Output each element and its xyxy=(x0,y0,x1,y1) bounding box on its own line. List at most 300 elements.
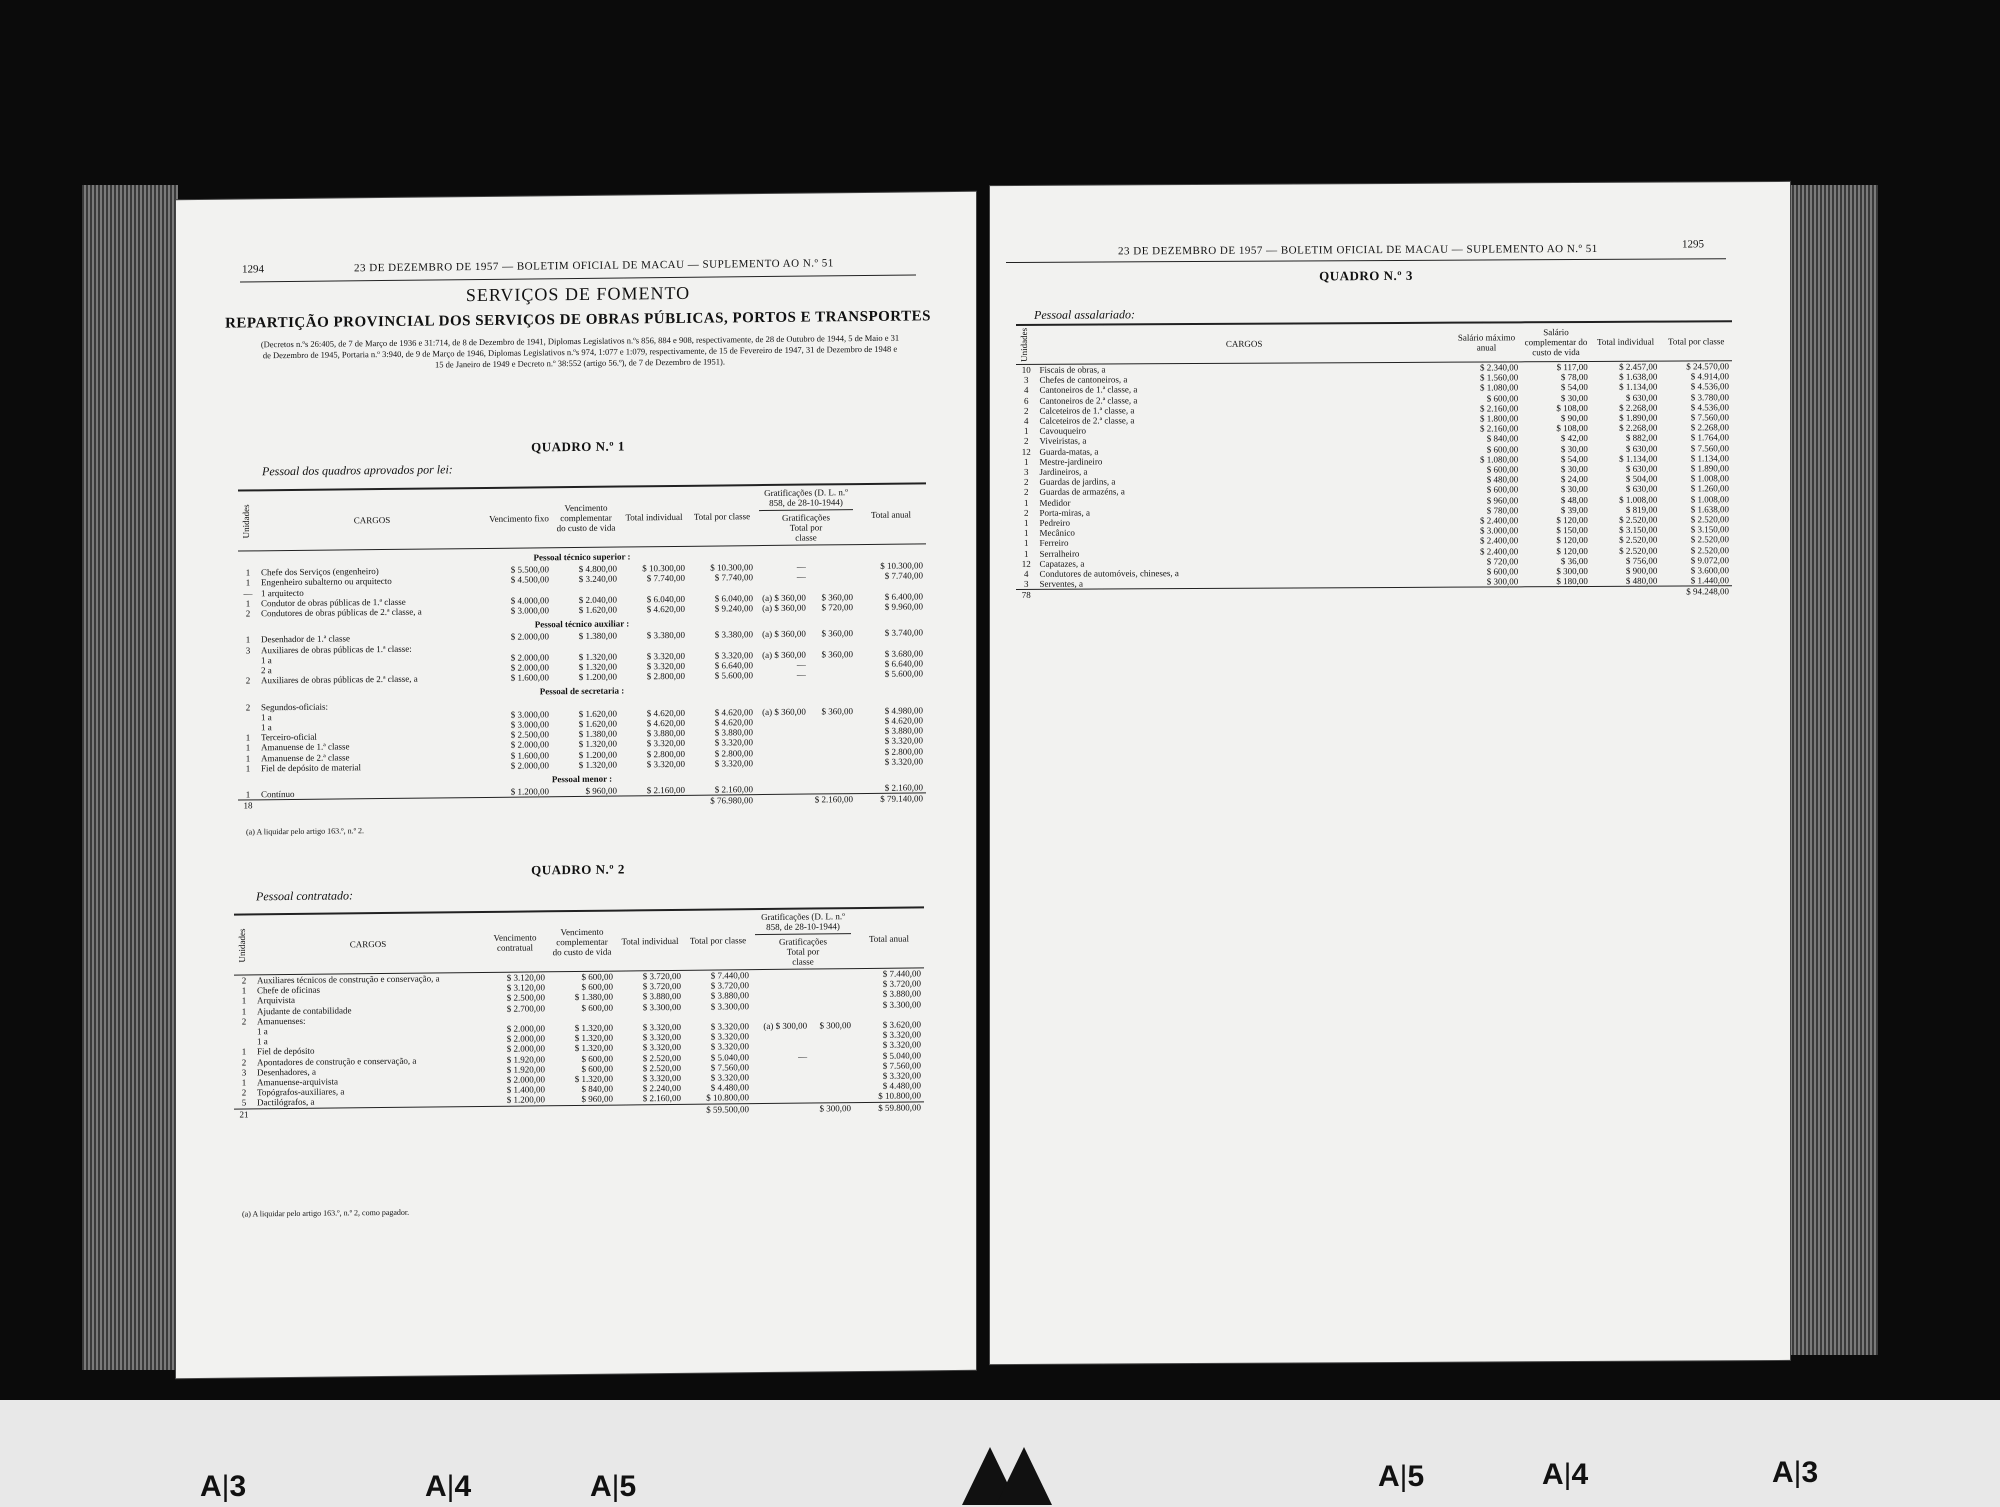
total-cell: $ 76.980,00 xyxy=(688,795,756,806)
grat-label: Gratificações xyxy=(782,512,830,523)
value-cell: $ 2.500,00 xyxy=(506,992,545,1004)
value-cell: $ 3.880,00 xyxy=(642,991,681,1002)
value-cell: $ 2.700,00 xyxy=(506,1002,545,1014)
value-cell: $ 2.000,00 xyxy=(510,662,549,673)
value-cell xyxy=(809,696,856,707)
cargo-cell: Desenhadores, a xyxy=(257,1066,316,1078)
cargo-cell: Fiel de depósito xyxy=(257,1046,315,1057)
quadro2-subtitle: Pessoal contratado: xyxy=(256,888,353,904)
value-cell: $ 9.960,00 xyxy=(884,601,923,612)
value-cell xyxy=(684,1011,752,1022)
value-cell: $ 600,00 xyxy=(1486,464,1519,475)
section-heading: Pessoal técnico auxiliar : xyxy=(534,618,630,630)
page-number: 1295 xyxy=(1682,238,1704,251)
film-mark: A|5 xyxy=(590,1470,637,1503)
value-cell: $ 1.134,00 xyxy=(1690,453,1729,464)
value-cell: $ 3.740,00 xyxy=(884,627,923,639)
value-cell xyxy=(810,979,854,990)
value-cell: $ 360,00 xyxy=(821,591,853,603)
value-cell: $ 600,00 xyxy=(581,1063,613,1074)
value-cell xyxy=(809,757,856,768)
repartition-title: REPARTIÇÃO PROVINCIAL DOS SERVIÇOS DE OBRAS PÚBLICAS, PORTOS E TRANSPORTES xyxy=(225,308,931,332)
value-cell xyxy=(809,726,856,737)
value-cell: $ 4.800,00 xyxy=(578,563,617,575)
cargo-cell: Porta-miras, a xyxy=(1039,507,1090,518)
value-cell: $ 1.920,00 xyxy=(506,1064,545,1075)
unit-cell: 1 xyxy=(1023,456,1029,467)
value-cell: $ 3.320,00 xyxy=(642,1032,681,1043)
unit-cell: 2 xyxy=(241,1087,247,1098)
cargo-cell: Amanuenses: xyxy=(257,1015,306,1027)
cargo-cell: Ajudante de contabilidade xyxy=(257,1004,352,1016)
value-cell xyxy=(810,1000,854,1011)
value-cell xyxy=(486,642,552,653)
value-cell: $ 3.720,00 xyxy=(642,970,681,982)
value-cell: $ 120,00 xyxy=(1556,545,1588,556)
cargo-cell: Ferreiro xyxy=(1039,538,1069,549)
value-cell: $ 3.780,00 xyxy=(1690,391,1729,403)
value-cell: $ 90,00 xyxy=(1560,412,1588,424)
value-cell xyxy=(552,584,620,595)
total-cell: $ 79.140,00 xyxy=(856,793,926,804)
unit-cell xyxy=(238,665,258,675)
cargo-cell: 1 arquitecto xyxy=(261,587,304,598)
value-cell: $ 7.560,00 xyxy=(710,1062,749,1073)
total-cell xyxy=(486,797,552,808)
value-cell: $ 2.000,00 xyxy=(510,652,549,663)
center-arrow-icon xyxy=(996,1447,1052,1505)
unit-cell: 2 xyxy=(1023,487,1029,498)
value-cell: $ 10.800,00 xyxy=(878,1090,921,1102)
value-cell: $ 2.000,00 xyxy=(506,1033,545,1044)
value-cell xyxy=(620,583,688,594)
quadro1-title: QUADRO N.º 1 xyxy=(531,438,625,455)
running-head: 23 DE DEZEMBRO DE 1957 — BOLETIM OFICIAL DE MACAU — SUPLEMENTO AO N.º 51 xyxy=(1118,242,1598,258)
value-cell: $ 720,00 xyxy=(821,602,853,613)
value-cell: $ 900,00 xyxy=(1625,565,1658,576)
value-cell xyxy=(810,969,854,980)
value-cell: $ 7.440,00 xyxy=(710,970,749,981)
col-gratificacoes xyxy=(752,908,854,970)
unit-cell: 4 xyxy=(1023,415,1029,426)
total-label xyxy=(1036,588,1451,601)
value-cell: $ 3.320,00 xyxy=(714,649,753,661)
value-cell xyxy=(756,696,809,707)
value-cell: $ 7.560,00 xyxy=(1690,442,1729,454)
value-cell: (a) $ 360,00 xyxy=(762,602,806,614)
total-units: 78 xyxy=(1016,590,1036,601)
value-cell xyxy=(752,1072,810,1083)
unit-cell: 1 xyxy=(245,753,251,764)
value-cell xyxy=(809,561,856,572)
value-cell xyxy=(752,990,810,1001)
value-cell: $ 2.520,00 xyxy=(642,1052,681,1063)
col-salario-comp: Salário complementar do custo de vida xyxy=(1521,322,1591,362)
value-cell: $ 4.500,00 xyxy=(510,574,549,586)
value-cell xyxy=(809,669,856,680)
value-cell xyxy=(756,727,809,738)
value-cell: $ 2.400,00 xyxy=(1480,545,1519,557)
col-venc-comp: Vencimento complementar do custo de vida xyxy=(552,487,620,548)
cargo-cell: Amanuense de 2.ª classe xyxy=(261,752,350,763)
value-cell: — xyxy=(796,669,806,680)
value-cell: $ 2.160,00 xyxy=(1480,403,1519,414)
col-cargos: CARGOS xyxy=(254,912,482,975)
unit-cell: 2 xyxy=(241,1057,247,1068)
col-unidades: Unidades xyxy=(234,914,254,975)
value-cell: $ 600,00 xyxy=(581,981,613,993)
value-cell: $ 5.600,00 xyxy=(714,670,753,681)
value-cell xyxy=(809,747,856,758)
value-cell: $ 1.080,00 xyxy=(1480,454,1519,465)
value-cell xyxy=(809,582,856,593)
value-cell: $ 3.600,00 xyxy=(1690,565,1729,576)
value-cell: (a) $ 360,00 xyxy=(762,592,806,603)
total-cell xyxy=(616,1104,684,1115)
value-cell: $ 6.400,00 xyxy=(884,591,923,602)
value-cell: $ 3.620,00 xyxy=(882,1019,921,1030)
col-total-classe: Total por classe xyxy=(1660,321,1732,361)
unit-cell: 2 xyxy=(245,702,251,713)
cargo-cell: Condutores de obras públicas de 2.ª classe, a xyxy=(261,606,422,619)
total-cell xyxy=(1452,587,1522,598)
value-cell: $ 2.268,00 xyxy=(1619,422,1658,434)
cargo-cell: Jardineiros, a xyxy=(1039,466,1088,477)
col-total-classe: Total por classe xyxy=(684,909,752,970)
value-cell xyxy=(752,969,810,980)
value-cell: $ 1.620,00 xyxy=(578,604,617,615)
col-gratificacoes xyxy=(756,484,856,546)
value-cell: $ 30,00 xyxy=(1560,443,1588,454)
cargo-cell: Engenheiro subalterno ou arquitecto xyxy=(261,576,392,588)
value-cell: $ 3.320,00 xyxy=(882,1070,921,1081)
cargo-cell: Auxiliares técnicos de construção e conservação, a xyxy=(257,973,440,986)
value-cell: $ 3.120,00 xyxy=(506,972,545,983)
value-cell xyxy=(752,1000,810,1011)
value-cell: $ 2.000,00 xyxy=(510,739,549,751)
cargo-cell: Chefes de cantoneiros, a xyxy=(1039,374,1128,386)
value-cell: $ 1.560,00 xyxy=(1480,372,1519,383)
value-cell: $ 3.320,00 xyxy=(646,758,685,770)
unit-cell: 1 xyxy=(245,567,251,578)
value-cell xyxy=(756,784,809,795)
unit-cell: 5 xyxy=(241,1097,247,1108)
total-cell: $ 2.160,00 xyxy=(809,794,856,805)
unit-cell: 10 xyxy=(1021,364,1031,375)
value-cell: $ 1.920,00 xyxy=(506,1053,545,1065)
unit-cell: 2 xyxy=(1023,436,1029,447)
value-cell: (a) $ 300,00 xyxy=(763,1020,808,1032)
value-cell: $ 2.520,00 xyxy=(1690,544,1729,556)
value-cell: $ 3.240,00 xyxy=(578,573,617,585)
value-cell: $ 1.134,00 xyxy=(1619,382,1658,393)
total-cell: $ 300,00 xyxy=(810,1102,854,1113)
value-cell: $ 2.240,00 xyxy=(642,1083,681,1094)
value-cell: (a) $ 360,00 xyxy=(762,629,806,640)
value-cell: $ 2.000,00 xyxy=(506,1043,545,1055)
film-mark: A|3 xyxy=(1772,1456,1819,1489)
col-cargos: CARGOS xyxy=(258,488,486,551)
value-cell: $ 3.320,00 xyxy=(710,1021,749,1032)
section-heading: Pessoal menor : xyxy=(551,773,613,785)
value-cell: $ 5.500,00 xyxy=(510,564,549,575)
unit-cell: 1 xyxy=(245,577,251,588)
value-cell: $ 1.638,00 xyxy=(1619,371,1658,383)
unit-cell: 3 xyxy=(245,645,251,656)
value-cell: — xyxy=(796,561,806,572)
value-cell: $ 630,00 xyxy=(1625,443,1658,454)
col-cargos: CARGOS xyxy=(1036,323,1451,365)
cargo-cell: Guarda-matas, a xyxy=(1039,446,1099,457)
value-cell: $ 3.320,00 xyxy=(884,735,923,747)
right-page-stack xyxy=(1788,185,1878,1355)
value-cell xyxy=(854,1009,924,1020)
total-cell: $ 59.500,00 xyxy=(684,1103,752,1114)
value-cell: $ 3.320,00 xyxy=(714,737,753,749)
value-cell xyxy=(486,585,552,596)
value-cell: — xyxy=(798,1051,808,1062)
value-cell: $ 1.134,00 xyxy=(1619,453,1658,464)
cargo-cell: 1 a xyxy=(257,1036,268,1047)
value-cell xyxy=(810,1051,854,1062)
cargo-cell: Condutores de automóveis, chineses, a xyxy=(1039,568,1179,579)
value-cell: $ 120,00 xyxy=(1556,515,1588,526)
value-cell: $ 2.000,00 xyxy=(506,1074,545,1085)
col-unidades: Unidades xyxy=(1016,325,1036,365)
section-heading: Pessoal de secretaria : xyxy=(539,685,625,697)
unit-cell xyxy=(234,1037,254,1047)
value-cell: $ 960,00 xyxy=(581,1094,613,1105)
value-cell: $ 3.320,00 xyxy=(714,758,753,769)
value-cell: $ 7.560,00 xyxy=(1690,412,1729,423)
value-cell: $ 2.520,00 xyxy=(1690,534,1729,545)
value-cell: (a) $ 360,00 xyxy=(762,649,806,660)
value-cell xyxy=(756,747,809,758)
total-units: 18 xyxy=(238,800,258,811)
value-cell: $ 10.300,00 xyxy=(642,563,685,574)
unit-cell xyxy=(238,712,258,722)
value-cell xyxy=(856,638,926,649)
value-cell: $ 3.320,00 xyxy=(646,660,685,672)
value-cell: $ 3.320,00 xyxy=(710,1072,749,1083)
value-cell: $ 1.008,00 xyxy=(1690,493,1729,505)
value-cell: $ 1.260,00 xyxy=(1690,483,1729,494)
cargo-cell: Mestre-jardineiro xyxy=(1039,456,1103,467)
value-cell: $ 3.320,00 xyxy=(642,1021,681,1033)
value-cell xyxy=(756,582,809,593)
unit-cell: 1 xyxy=(241,985,247,996)
value-cell: $ 5.040,00 xyxy=(710,1051,749,1063)
value-cell: $ 3.320,00 xyxy=(642,1072,681,1084)
value-cell: $ 3.720,00 xyxy=(710,980,749,991)
value-cell: $ 5.040,00 xyxy=(882,1050,921,1061)
value-cell: $ 1.638,00 xyxy=(1690,504,1729,515)
value-cell xyxy=(752,1041,810,1052)
value-cell: $ 2.400,00 xyxy=(1480,535,1519,546)
value-cell: $ 10.300,00 xyxy=(710,562,753,573)
cargo-cell: Contínuo xyxy=(261,789,295,800)
value-cell: $ 1.200,00 xyxy=(578,671,617,683)
value-cell: $ 7.740,00 xyxy=(646,573,685,584)
cargo-cell: Apontadores de construção e conservação, a xyxy=(257,1055,417,1067)
value-cell: $ 3.000,00 xyxy=(510,605,549,616)
unit-cell: 4 xyxy=(1023,385,1029,396)
value-cell: $ 30,00 xyxy=(1560,484,1588,495)
grat-total-label: Total por classe xyxy=(789,522,823,543)
value-cell: $ 3.380,00 xyxy=(646,630,685,641)
value-cell xyxy=(752,1031,810,1042)
page-number: 1294 xyxy=(242,263,264,276)
unit-cell: 1 xyxy=(241,1077,247,1088)
value-cell xyxy=(688,697,756,708)
value-cell: $ 108,00 xyxy=(1556,402,1588,413)
left-page xyxy=(176,192,976,1378)
value-cell xyxy=(810,1071,854,1082)
value-cell xyxy=(552,641,620,652)
value-cell: $ 2.800,00 xyxy=(714,747,753,759)
cargo-cell: Medidor xyxy=(1039,497,1071,508)
value-cell: $ 480,00 xyxy=(1625,575,1658,587)
cargo-cell: Cantoneiros de 2.ª classe, a xyxy=(1039,394,1138,406)
value-cell: $ 300,00 xyxy=(1486,576,1519,587)
unit-cell: 6 xyxy=(1023,395,1029,406)
value-cell: $ 3.320,00 xyxy=(882,1029,921,1041)
film-strip xyxy=(0,1400,2000,1507)
value-cell: $ 2.160,00 xyxy=(714,784,753,795)
value-cell: $ 2.800,00 xyxy=(646,671,685,682)
unit-cell: 12 xyxy=(1021,558,1031,569)
value-cell: $ 5.600,00 xyxy=(884,668,923,680)
total-cell xyxy=(1521,587,1591,598)
value-cell: $ 840,00 xyxy=(1486,433,1519,444)
value-cell: $ 3.320,00 xyxy=(642,1042,681,1053)
value-cell xyxy=(616,1012,684,1023)
value-cell: $ 2.160,00 xyxy=(1480,423,1519,434)
value-cell xyxy=(548,1012,616,1023)
value-cell xyxy=(810,1010,854,1021)
value-cell: $ 78,00 xyxy=(1560,372,1588,383)
value-cell: $ 2.000,00 xyxy=(506,1023,545,1034)
value-cell: $ 7.740,00 xyxy=(714,572,753,583)
cargo-cell: 1 a xyxy=(261,712,272,723)
unit-cell: 1 xyxy=(245,634,251,645)
grat-label: Gratificações xyxy=(779,936,827,947)
value-cell: $ 2.520,00 xyxy=(1619,514,1658,525)
value-cell xyxy=(756,639,809,650)
value-cell xyxy=(752,980,810,991)
grat-total-label: Total por classe xyxy=(786,946,820,967)
col-total-anual: Total anual xyxy=(854,907,924,968)
value-cell: $ 4.536,00 xyxy=(1690,402,1729,413)
unit-cell: 1 xyxy=(245,732,251,743)
value-cell: $ 1.600,00 xyxy=(510,672,549,683)
cargo-cell: Calceteiros de 1.ª classe, a xyxy=(1039,405,1135,416)
unit-cell: 4 xyxy=(1023,568,1029,579)
value-cell: $ 30,00 xyxy=(1560,392,1588,403)
unit-cell xyxy=(238,655,258,665)
value-cell: $ 7.440,00 xyxy=(882,968,921,979)
value-cell xyxy=(752,1082,810,1093)
left-page-stack xyxy=(82,185,178,1370)
value-cell: $ 2.520,00 xyxy=(1619,535,1658,546)
grat-group-label: Gratificações (D. L. n.º 858, de 28-10-1944) xyxy=(759,487,853,511)
value-cell xyxy=(856,581,926,592)
value-cell xyxy=(620,697,688,708)
value-cell: $ 2.800,00 xyxy=(884,746,923,757)
value-cell: $ 1.320,00 xyxy=(578,661,617,673)
value-cell xyxy=(486,699,552,710)
value-cell: $ 360,00 xyxy=(821,628,853,639)
value-cell: $ 2.340,00 xyxy=(1480,362,1519,373)
value-cell: $ 1.400,00 xyxy=(506,1084,545,1095)
value-cell: $ 3.320,00 xyxy=(884,756,923,767)
value-cell: $ 3.000,00 xyxy=(510,709,549,720)
quadro3-subtitle: Pessoal assalariado: xyxy=(1034,307,1136,322)
value-cell: $ 960,00 xyxy=(585,785,617,797)
value-cell: $ 2.520,00 xyxy=(1690,514,1729,525)
value-cell: $ 600,00 xyxy=(581,1002,613,1013)
unit-cell: 2 xyxy=(245,608,251,619)
value-cell: $ 2.160,00 xyxy=(884,782,923,794)
unit-cell: 2 xyxy=(245,675,251,686)
value-cell: $ 1.890,00 xyxy=(1690,463,1729,474)
total-cell: $ 59.800,00 xyxy=(854,1101,924,1112)
value-cell: $ 1.890,00 xyxy=(1619,412,1658,423)
value-cell xyxy=(482,1013,548,1024)
film-mark: A|4 xyxy=(425,1470,472,1503)
value-cell: $ 3.320,00 xyxy=(882,1039,921,1051)
unit-cell: 2 xyxy=(1023,405,1029,416)
decree-reference: (Decretos n.ºs 26:405, de 7 de Março de 1936 e 31:714, de 8 de Dezembro de 1941, Diplomas Legislativos n.ºs 856, 884 e 908, respectivamente, de 28 de Outubro de 1944, 5 de Maio e 31 de Dezembro de 1945, Portaria n.º 3:940, de 9 de Março de 1946, Diplomas Legislativos n.ºs 974, 1:077 e 1:079, respectivamente, de 15 de Fevereiro de 1947, 31 de Dezembro de 1948 e 15 de Janeiro de 1949 e Decreto n.º 38:552 (artigo 56.º), de 7 de Dezembro de 1951). xyxy=(260,332,900,370)
cargo-cell: Dactilógrafos, a xyxy=(257,1097,315,1108)
value-cell: $ 1.320,00 xyxy=(574,1073,613,1085)
value-cell: $ 24.570,00 xyxy=(1686,361,1729,372)
total-cell xyxy=(552,797,620,808)
value-cell: $ 36,00 xyxy=(1560,555,1588,566)
cargo-cell: 1 a xyxy=(257,1026,268,1037)
value-cell: $ 3.300,00 xyxy=(882,998,921,1010)
unit-cell: — xyxy=(243,587,253,599)
value-cell: $ 4.980,00 xyxy=(884,705,923,716)
unit-cell: 2 xyxy=(241,975,247,986)
value-cell xyxy=(809,639,856,650)
unit-cell: 1 xyxy=(1023,528,1029,539)
value-cell: $ 2.400,00 xyxy=(1480,515,1519,526)
cargo-cell: Chefe de oficinas xyxy=(257,984,320,996)
value-cell: $ 3.880,00 xyxy=(884,725,923,737)
value-cell: $ 1.380,00 xyxy=(574,992,613,1003)
total-cell xyxy=(1591,587,1661,598)
value-cell: $ 2.520,00 xyxy=(1619,545,1658,556)
value-cell: $ 3.150,00 xyxy=(1619,524,1658,536)
value-cell: $ 10.800,00 xyxy=(706,1092,749,1104)
film-mark: A|4 xyxy=(1542,1458,1589,1491)
value-cell: $ 7.560,00 xyxy=(882,1060,921,1071)
cargo-cell: Guardas de jardins, a xyxy=(1039,476,1116,488)
total-label xyxy=(254,1106,482,1119)
value-cell: $ 504,00 xyxy=(1625,473,1658,484)
cargo-cell: Chefe dos Serviços (engenheiro) xyxy=(261,566,379,578)
cargo-cell: Cantoneiros de 1.ª classe, a xyxy=(1039,384,1138,396)
value-cell: $ 1.600,00 xyxy=(510,749,549,761)
cargo-cell: Pedreiro xyxy=(1039,517,1070,528)
unit-cell: 1 xyxy=(245,598,251,609)
cargo-cell: Desenhador de 1.ª classe xyxy=(261,633,350,645)
cargo-cell: Segundos-oficiais: xyxy=(261,701,328,712)
value-cell: $ 600,00 xyxy=(1486,566,1519,577)
value-cell: $ 2.268,00 xyxy=(1619,402,1658,413)
grat-group-label: Gratificações (D. L. n.º 858, de 28-10-1944) xyxy=(755,911,851,935)
